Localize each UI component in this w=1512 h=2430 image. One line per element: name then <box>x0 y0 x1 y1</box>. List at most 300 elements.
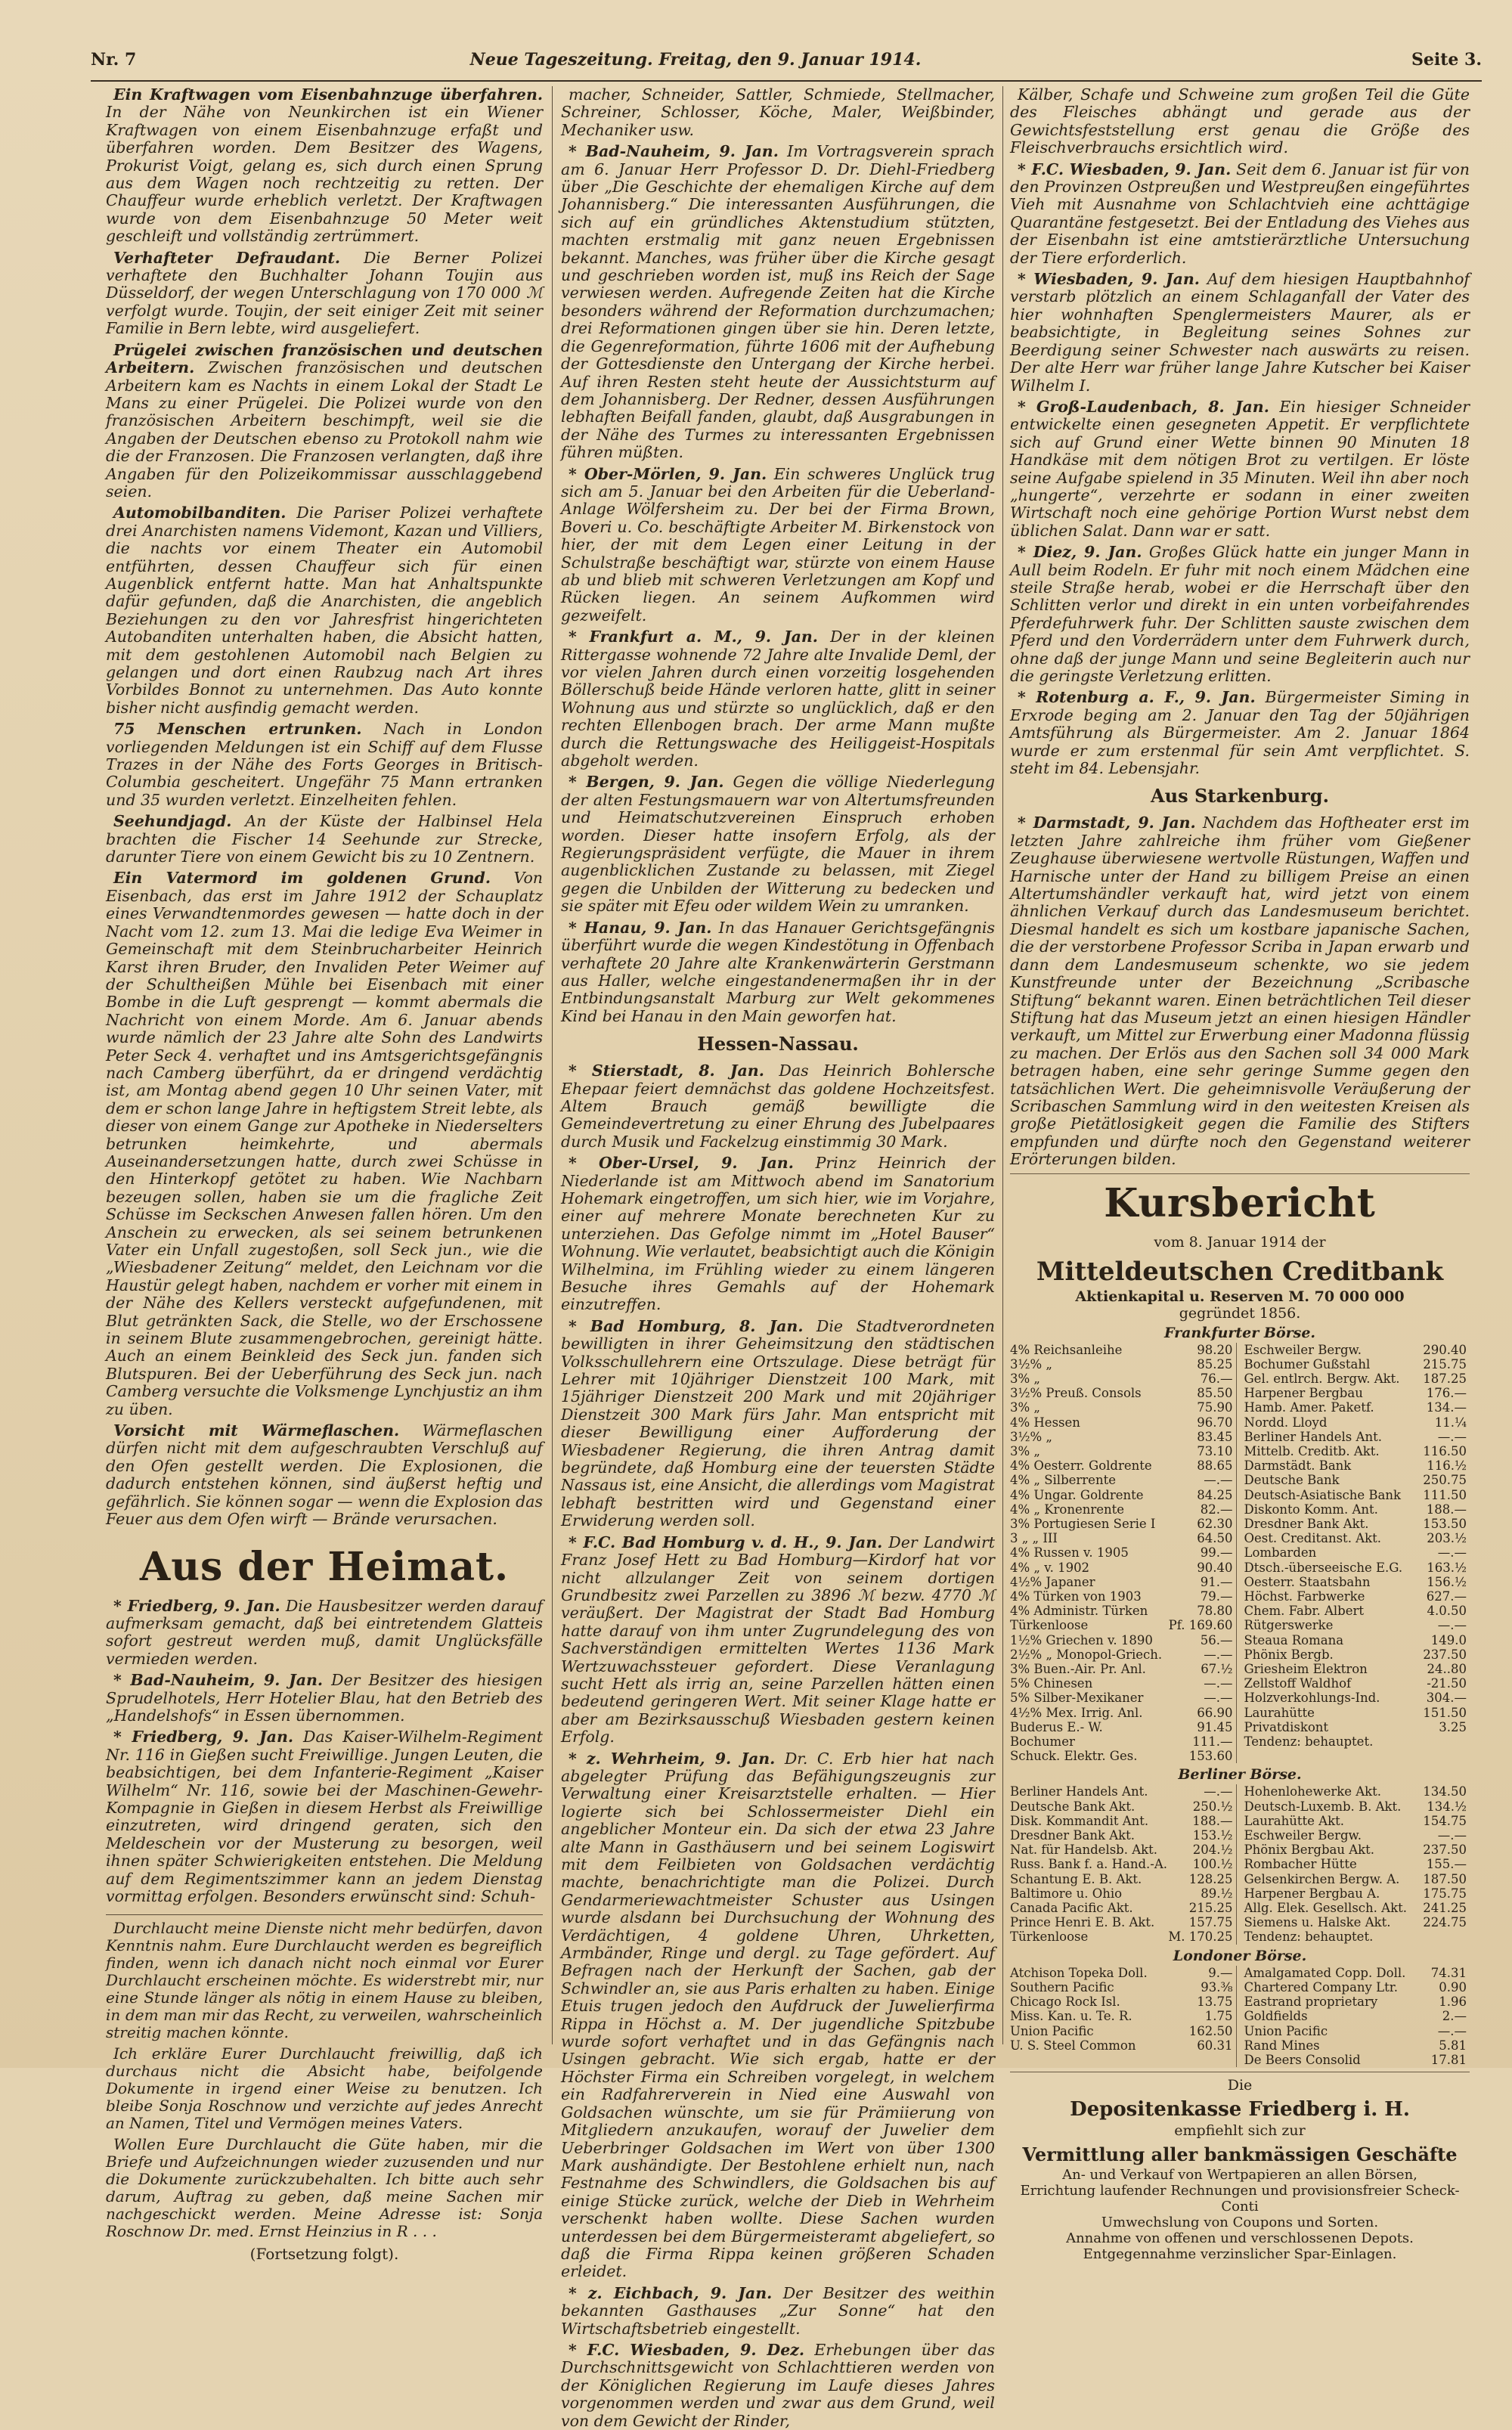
quote-value: 304.— <box>1426 1691 1467 1706</box>
security-name: Dresdner Bank Akt. <box>1010 1828 1136 1843</box>
london-right-column <box>1244 1966 1470 2067</box>
article-text: Die Berner Polizei verhaftete den Buchhalter Johann Toujin aus Düsseldorf, der wegen Unterschlagung von 170 000 ℳ verfolgt wurde. Toujin, der seit einiger Zeit mit seiner Familie in Bern lebte, wird ausgeliefert. <box>106 248 543 338</box>
quote-value: 74.31 <box>1430 1965 1467 1980</box>
quote-row <box>1244 1662 1467 1676</box>
article-lead: * Friedberg, 9. Jan. <box>113 1596 280 1615</box>
security-name: 3% Buen.-Air. Pr. Anl. <box>1010 1662 1146 1677</box>
security-name: 2½% „ Monopol-Griech. <box>1010 1647 1163 1662</box>
article <box>106 721 543 809</box>
feuilleton-text <box>106 1920 543 2240</box>
continuation-note: (Fortsetzung folgt). <box>249 2245 399 2264</box>
article-text: Prinz Heinrich der Niederlande ist am Mittwoch abend im Sanatorium Hohemark eingetroffen, um sich hier, wie im Vorjahre, einer auf mehrere Monate berechneten Kur zu unterziehen. Das Gefolge nimmt im „Hotel Bauser“ Wohnung. Wie verlautet, beabsichtigt auch die Königin Wilhelmina, im Frühling wieder zu einem längeren Besuche ihres Gemahls auf der Hohemark einzutreffen. <box>561 1154 995 1314</box>
quote-row <box>1010 1357 1233 1372</box>
security-name: Schantung E. B. Akt. <box>1010 1871 1142 1886</box>
quote-value: 1.75 <box>1204 2009 1233 2024</box>
security-name: 1½% Griechen v. 1890 <box>1010 1632 1153 1647</box>
article-lead: Ein Kraftwagen vom Eisenbahnzuge überfahren. <box>113 85 543 104</box>
quote-row <box>1010 1886 1233 1901</box>
article <box>1010 271 1470 395</box>
column-3 <box>1010 85 1470 2263</box>
security-name: 5% Silber-Mexikaner <box>1010 1691 1144 1706</box>
security-name: Deutsche Bank Akt. <box>1010 1799 1136 1814</box>
quote-value: 96.70 <box>1197 1415 1233 1430</box>
article-lead: * z. Eichbach, 9. Jan. <box>569 2283 773 2302</box>
article <box>106 86 543 246</box>
quote-value: 0.90 <box>1439 1979 1467 1995</box>
security-name: Höchst. Farbwerke <box>1244 1589 1365 1604</box>
security-name: Baltimore u. Ohio <box>1010 1886 1123 1901</box>
security-name: 3 „ „ III <box>1010 1531 1058 1546</box>
article-text: Das Heinrich Bohlersche Ehepaar feiert demnächst das goldene Hochzeitsfest. Altem Brauch gemäß bewilligte die Gemeindevertretung zu einer Ehrung des Jubelpaares durch Musik und Fackelzug einstimmig 30 Mark. <box>561 1062 995 1151</box>
bank-founded: gegründet 1856. <box>1179 1304 1301 1322</box>
security-name: Tendenz: behauptet. <box>1244 1929 1374 1945</box>
security-name: 4½% Japaner <box>1010 1574 1095 1589</box>
security-name: Griesheim Elektron <box>1244 1662 1368 1677</box>
article-lead: Seehundjagd. <box>113 812 232 831</box>
quote-value: 24..80 <box>1427 1662 1467 1677</box>
quote-value: 85.25 <box>1197 1356 1233 1372</box>
section-heading-hessen: Hessen-Nassau. <box>697 1033 859 1055</box>
local-articles <box>561 143 995 1025</box>
security-name: Goldfields <box>1244 2009 1308 2024</box>
quote-value: 83.45 <box>1197 1429 1233 1444</box>
article-text: Der Besitzer des weithin bekannten Gasthauses „Zur Sonne“ hat den Wirtschaftsbetrieb eingestellt. <box>561 2283 995 2338</box>
article <box>106 504 543 717</box>
article-text: Nachdem das Hoftheater erst im letzten Jahre zahlreiche ihm früher vom Gießener Zeughause überwiesene wertvolle Rüstungen, Waffen und Harnische unter der Hand zu billigem Preise an einen Altertumshändler verkauft hat, wird jetzt von einem ähnlichen Verkauf durch das Landesmuseum berichtet. Diesmal handelt es sich um kostbare japanische Sachen, die der verstorbene Professor Scriba in Japan erwarb und dann dem Landesmuseum schenkte, wo sie jedem Kunstfreunde unter der Bezeichnung „Scribasche Stiftung“ bekannt waren. Einen beträchtlichen Teil dieser Stiftung hat das Museum jetzt an einen hiesigen Händler verkauft, um Mittel zur Erwerbung einer Madonna flüssig zu machen. Der Erlös aus den Sachen soll 34 000 Mark betragen haben, eine sehr geringe Summe gegen den tatsächlichen Wert. Die geheimnisvolle Veräußerung der Scribaschen Sammlung wird in den weitesten Kreisen als große Pietätlosigkeit gegen die Familie des Stifters empfunden und dürfte noch den Gegenstand weiterer Erörterungen bilden. <box>1010 814 1470 1169</box>
security-name: 3% „ <box>1010 1400 1040 1415</box>
quote-row <box>1244 1618 1467 1632</box>
quote-value: 156.½ <box>1427 1574 1467 1589</box>
article-lead: * Hanau, 9. Jan. <box>569 918 712 937</box>
article-lead: * F.C. Bad Homburg v. d. H., 9. Jan. <box>569 1533 883 1551</box>
quote-value: 134.50 <box>1423 1784 1467 1799</box>
quote-value: 98.20 <box>1197 1342 1233 1357</box>
quote-value: 224.75 <box>1423 1915 1467 1930</box>
quote-row <box>1010 2038 1233 2053</box>
security-name: De Beers Consolid <box>1244 2052 1361 2067</box>
quote-row <box>1010 1473 1233 1487</box>
quote-value: 134.— <box>1426 1400 1467 1415</box>
quote-row <box>1244 1604 1467 1618</box>
security-name: Berliner Handels Ant. <box>1244 1429 1382 1444</box>
security-name: U. S. Steel Common <box>1010 2038 1136 2053</box>
quote-row <box>1010 1980 1233 1995</box>
stock-report-title: Kursbericht <box>1104 1179 1376 1226</box>
article <box>106 1598 543 1669</box>
quote-value: 215.25 <box>1188 1901 1233 1916</box>
article-text: Seit dem 6. Januar ist für von den Provinzen Ostpreußen und Westpreußen eingeführtes Vieh mit Ausnahme von Schlachtvieh eine achttägige Quarantäne festgesetzt. Bei der Entladung des Viehes aus der Eisenbahn ist eine amtstierärztliche Untersuchung der Tiere erforderlich. <box>1010 160 1470 267</box>
quote-value: 93.⅜ <box>1201 1979 1233 1995</box>
frankfurt-heading: Frankfurter Börse. <box>1163 1324 1316 1341</box>
london-heading: Londoner Börse. <box>1173 1947 1307 1964</box>
quote-value: 250.75 <box>1423 1473 1467 1488</box>
quote-value: 116.50 <box>1423 1443 1467 1458</box>
quote-value: 116.½ <box>1427 1458 1467 1474</box>
quote-value: 176.— <box>1426 1386 1467 1401</box>
quote-row <box>1010 1386 1233 1400</box>
article-text: Bürgermeister Siming in Erxrode beging am 2. Januar den Tag der 50jährigen Amtsführung als Bürgermeister. Am 2. Januar 1864 wurde er zum erstenmal für sein Amt verpflichtet. S. steht im 84. Lebensjahr. <box>1010 688 1470 778</box>
berlin-table <box>1010 1784 1470 1944</box>
quote-row <box>1244 1473 1467 1487</box>
article-text: Im Vortragsverein sprach am 6. Januar Herr Professor D. Dr. Diehl-Friedberg über „Die Geschichte der ehemaligen Kirche auf dem Johannisberg.“ Die interessanten Ausführungen, die sich auf ein gründliches Aktenstudium stützten, machten erstmalig mit ganz neuen Ergebnissen bekannt. Manches, was früher über die Kirche gesagt und geschrieben worden ist, muß ins Reich der Sage verwiesen werden. Aufregende Zeiten hat die Kirche besonders während der Reformation durchzumachen; drei Reformationen gingen über sie hin. Deren letzte, die Gegenreformation, führte 1606 mit der Aufhebung der Gottesdienste den Untergang der Kirche herbei. Auf ihren Resten steht heute der Aussichtsturm auf dem Johannisberg. Der Redner, dessen Ausführungen lebhaften Beifall fanden, glaubt, daß Ausgrabungen in der Nähe des Turmes zu interessanten Ergebnissen führen müßten. <box>561 142 995 462</box>
quote-row <box>1010 1575 1233 1589</box>
quote-value: 91.— <box>1200 1574 1233 1589</box>
quote-row <box>1010 1966 1233 1980</box>
quote-value: 188.— <box>1426 1502 1467 1517</box>
security-name: Deutsch-Luxemb. B. Akt. <box>1244 1799 1402 1814</box>
quote-row <box>1010 1545 1233 1560</box>
quote-row <box>1010 1502 1233 1517</box>
security-name: Rand Mines <box>1244 2038 1320 2053</box>
feuilleton-paragraph: Ich erkläre Eurer Durchlaucht freiwillig, daß ich durchaus nicht die Absicht habe, beifolgende Dokumente in irgend einer Weise zu benutzen. Ich bleibe Sonja Roschnow und verzichte auf jedes Anrecht an Namen, Titel und Vermögen meines Vaters. <box>106 2044 543 2133</box>
quote-row <box>1244 1814 1467 1828</box>
article-text: An der Küste der Halbinsel Hela brachten die Fischer 14 Seehunde zur Strecke, darunter Tiere von einem Gewicht bis zu 10 Zentnern. <box>106 812 543 866</box>
quote-row <box>1010 1531 1233 1545</box>
quote-row <box>1244 2009 1467 2023</box>
article-text: Die Hausbesitzer werden darauf aufmerksam gemacht, daß bei eintretendem Glatteis sofort gestreut werden muß, damit Unglücksfälle vermieden werden. <box>106 1596 543 1668</box>
quote-value: 5.81 <box>1439 2038 1467 2053</box>
security-name: 3½% „ <box>1010 1429 1052 1444</box>
article <box>106 250 543 338</box>
quote-row <box>1010 1415 1233 1430</box>
security-name: Nordd. Lloyd <box>1244 1415 1328 1430</box>
quote-row <box>1244 1458 1467 1473</box>
article <box>1010 398 1470 540</box>
quote-value: 17.81 <box>1430 2052 1467 2067</box>
security-name: Prince Henri E. B. Akt. <box>1010 1915 1155 1930</box>
article-text: Dr. C. Erb hier hat nach abgelegter Prüfung das Befähigungszeugnis zur Verwaltung einer Kreisarztstelle erhalten. — Hier logierte sich bei Schlossermeister Diehl ein angeblicher Monteur ein. Da sich der etwa 23 Jahre alte Mann in Gasthäusern und bei seinem Logiswirt mit dem Feilbieten von Goldsachen verdächtig machte, benachrichtigte man die Polizei. Durch Gendarmeriewachtmeister Schuster aus Usingen wurde alsdann bei Durchsuchung der Wohnung des Verdächtigen, 4 goldene Uhren, Uhrketten, Armbänder, Ringe und dergl. zu Tage gefördert. Auf Befragen nach der Herkunft der Sachen, gab der Schwindler an, sie aus Paris erhalten zu haben. Einige Etuis trugen jedoch den Aufdruck der Juwelierfirma Rippa in Höchst a. M. Der jugendliche Spitzbube wurde sofort verhaftet und in das Gefängnis nach Usingen gebracht. Wie sich ergab, hatte er der Höchster Firma ein Schreiben vorgelegt, in welchem ein Radfahrerverein in Nied eine Auswahl von Goldsachen wünschte, um sie für Prämiierung von Mitgliedern anzukaufen, worauf der Juwelier dem Ueberbringer Goldsachen im Wert von über 1300 Mark aushändigte. Der Bestohlene erhielt nun, nach Festnahme des Schwindlers, die Goldsachen bis auf einige Stücke zurück, welche der Dieb in Wehrheim verschenkt haben wollte. Diese Sachen wurden unterdessen bei dem Bürgermeisteramt abgeliefert, so daß die Firma Rippa keinen größeren Schaden erleidet. <box>561 1749 995 2281</box>
quote-row <box>1244 1720 1467 1734</box>
article-text: Erhebungen über das Durchschnittsgewicht von Schlachttieren werden von der Königlichen Regierung im Laufe dieses Jahres vorgenommen werden und zwar aus dem Grund, weil von dem Gewicht der Rinder, <box>561 2340 995 2430</box>
article <box>106 1728 543 1905</box>
quote-value: 204.½ <box>1192 1843 1233 1858</box>
quote-value <box>1464 1734 1467 1749</box>
quote-value: 88.65 <box>1197 1458 1233 1474</box>
security-name: 3% Portugiesen Serie I <box>1010 1517 1156 1531</box>
quote-row <box>1010 2024 1233 2038</box>
quote-row <box>1244 1400 1467 1415</box>
quote-value: 100.½ <box>1192 1857 1233 1872</box>
security-name: 3½% Preuß. Consols <box>1010 1386 1142 1401</box>
security-name: 4% Türken von 1903 <box>1010 1589 1142 1604</box>
quote-row <box>1244 1545 1467 1560</box>
quote-value: 237.50 <box>1423 1843 1467 1858</box>
article-text: Zwischen französischen und deutschen Arbeitern kam es Nachts in einem Lokal der Stadt Le Mans zu einer Prügelei. Die Polizei wurde von den französischen Arbeitern beschimpft, weil sie die Angaben der Deutschen ebenso zu Protokoll nahm wie die der Franzosen. Die Franzosen verlangten, daß ihre Angaben für den Polizeikommissar ausschlaggebend seien. <box>106 358 543 501</box>
masthead-line: Neue Tageszeitung. Freitag, den 9. Januar 1914. <box>469 50 922 70</box>
security-name: Laurahütte <box>1244 1705 1315 1720</box>
quote-value: 134.½ <box>1427 1799 1467 1814</box>
berlin-right-column <box>1244 1784 1470 1944</box>
article-lead: * Wiesbaden, 9. Jan. <box>1018 270 1200 289</box>
security-name: Schuck. Elektr. Ges. <box>1010 1749 1138 1764</box>
security-name: 5% Chinesen <box>1010 1676 1093 1691</box>
article-lead: Verhafteter Defraudant. <box>113 248 341 267</box>
quote-value: 153.½ <box>1192 1828 1233 1843</box>
security-name: 4% „ Silberrente <box>1010 1473 1116 1488</box>
quote-row <box>1010 1517 1233 1531</box>
quote-row <box>1010 1458 1233 1473</box>
security-name: Harpener Bergbau <box>1244 1386 1363 1401</box>
quote-row <box>1244 1857 1467 1871</box>
london-table <box>1010 1966 1470 2067</box>
security-name: Türkenloose <box>1010 1929 1089 1945</box>
security-name: Chem. Fabr. Albert <box>1244 1604 1364 1619</box>
quote-row <box>1010 1749 1233 1763</box>
quote-value: 99.— <box>1200 1545 1233 1561</box>
quote-value: 84.25 <box>1197 1487 1233 1502</box>
quote-row <box>1244 1901 1467 1915</box>
quote-value: 149.0 <box>1430 1632 1467 1647</box>
column-divider <box>552 86 553 2044</box>
security-name: Amalgamated Copp. Doll. <box>1244 1965 1406 1980</box>
berlin-heading: Berliner Börse. <box>1178 1766 1302 1784</box>
article-lead: Automobilbanditen. <box>113 504 287 522</box>
security-name: 4% Ungar. Goldrente <box>1010 1487 1144 1502</box>
quote-value: 151.50 <box>1423 1705 1467 1720</box>
quote-row <box>1244 1929 1467 1944</box>
quote-value: 128.25 <box>1188 1871 1233 1886</box>
article <box>561 1062 995 1151</box>
quote-row <box>1010 1828 1233 1843</box>
ad-service-line: Annahme von offenen und verschlossenen Depots. <box>1066 2230 1414 2247</box>
quote-value: 155.— <box>1426 1857 1467 1872</box>
quote-value: 62.30 <box>1197 1517 1233 1531</box>
quote-row <box>1010 1799 1233 1814</box>
quote-row <box>1010 1604 1233 1618</box>
article-text: Nach in London vorliegenden Meldungen ist ein Schiff auf dem Flusse Trazes in der Nähe des Forts Georges in Britisch-Columbia gescheitert. Ungefähr 75 Mann ertranken und 35 wurden verletzt. Einzelheiten fehlen. <box>106 720 543 809</box>
article <box>106 1422 543 1528</box>
quote-row <box>1010 1400 1233 1415</box>
quote-value: 56.— <box>1200 1632 1233 1647</box>
quote-row <box>1244 1828 1467 1843</box>
column-1 <box>106 85 544 2264</box>
ad-services-title: Vermittlung aller bankmässigen Geschäfte <box>1022 2143 1458 2166</box>
security-name: Oesterr. Staatsbahn <box>1244 1574 1371 1589</box>
quote-value: 162.50 <box>1188 2023 1233 2038</box>
quote-row <box>1010 1561 1233 1575</box>
quote-row <box>1010 1647 1233 1662</box>
quote-row <box>1244 1517 1467 1531</box>
quote-value: Pf. 169.60 <box>1168 1618 1233 1633</box>
quote-row <box>1010 1929 1233 1944</box>
article <box>1010 814 1470 1168</box>
quote-row <box>1244 1430 1467 1444</box>
security-name: Siemens u. Halske Akt. <box>1244 1915 1391 1930</box>
security-name: Rombacher Hütte <box>1244 1857 1357 1872</box>
quote-row <box>1244 1980 1467 1995</box>
quote-row <box>1010 1995 1233 2009</box>
quote-row <box>1244 1589 1467 1604</box>
article-lead: * F.C. Wiesbaden, 9. Dez. <box>569 2340 805 2359</box>
quote-row <box>1010 1662 1233 1676</box>
hessen-articles <box>561 1062 995 2430</box>
quote-value: 79.— <box>1200 1589 1233 1604</box>
security-name: 4½% Mex. Irrig. Anl. <box>1010 1705 1143 1720</box>
article <box>561 466 995 625</box>
quote-value: 1.96 <box>1439 1995 1467 2010</box>
divider <box>1010 1173 1470 1174</box>
article <box>106 1672 543 1725</box>
quote-value: 187.25 <box>1423 1371 1467 1386</box>
security-name: Gelsenkirchen Bergw. A. <box>1244 1871 1400 1886</box>
article-lead: * Ober-Mörlen, 9. Jan. <box>569 464 767 483</box>
quote-value: —.— <box>1204 1473 1233 1488</box>
security-name: Dtsch.-überseeische E.G. <box>1244 1560 1403 1575</box>
stock-report <box>1010 1180 1470 2263</box>
quote-row <box>1010 1915 1233 1929</box>
security-name: 4% Administr. Türken <box>1010 1604 1148 1619</box>
page-number: Nr. 7 <box>91 50 137 70</box>
article <box>106 869 543 1418</box>
ad-service-line: Entgegennahme verzinslicher Spar-Einlagen. <box>1083 2246 1397 2263</box>
quote-row <box>1244 1647 1467 1662</box>
page-header <box>91 50 1482 80</box>
article <box>561 773 995 915</box>
article-lead: * Diez, 9. Jan. <box>1018 543 1142 562</box>
quote-value: M. 170.25 <box>1168 1929 1233 1945</box>
security-name: Disk. Kommandit Ant. <box>1010 1813 1149 1828</box>
quote-value: 11.¼ <box>1434 1415 1467 1430</box>
article-lead: * Friedberg, 9. Jan. <box>113 1728 293 1747</box>
quote-row <box>1010 1618 1233 1632</box>
quote-value: 237.50 <box>1423 1647 1467 1662</box>
security-name: 4% „ v. 1902 <box>1010 1560 1090 1575</box>
security-name: Türkenloose <box>1010 1618 1089 1633</box>
quote-row <box>1244 1676 1467 1691</box>
quote-value: 2.— <box>1442 2009 1467 2024</box>
quote-value: 76.— <box>1200 1371 1233 1386</box>
security-name: Canada Pacific Akt. <box>1010 1901 1133 1916</box>
quote-row <box>1010 1589 1233 1604</box>
quote-row <box>1010 1633 1233 1647</box>
quote-value: 89.½ <box>1201 1886 1233 1901</box>
quote-row <box>1244 1966 1467 1980</box>
stock-report-date: vom 8. Januar 1914 der <box>1154 1233 1326 1251</box>
article-continuation: macher, Schneider, Sattler, Schmiede, Stellmacher, Schreiner, Schlosser, Köche, Maler, Weißbinder, Mechaniker usw. <box>561 85 995 139</box>
quote-row <box>1010 1720 1233 1734</box>
quote-row <box>1244 1531 1467 1545</box>
quote-value: 250.½ <box>1192 1799 1233 1814</box>
quote-row <box>1244 1784 1467 1799</box>
article-lead: Ein Vatermord im goldenen Grund. <box>113 869 491 888</box>
security-name: Eschweiler Bergw. <box>1244 1828 1362 1843</box>
quote-row <box>1010 1814 1233 1828</box>
security-name: 4% Reichsanleihe <box>1010 1342 1123 1357</box>
ad-recommend: empfiehlt sich zur <box>1174 2122 1306 2140</box>
security-name: Steaua Romana <box>1244 1632 1344 1647</box>
section-heading-starkenburg: Aus Starkenburg. <box>1151 785 1329 807</box>
article-text: Großes Glück hatte ein junger Mann in Aull beim Rodeln. Er fuhr mit noch einem Mädchen eine steile Straße herab, wobei er die Herrschaft über den Schlitten verlor und direkt in ein unten vorbeifahrendes Pferdefuhrwerk fuhr. Der Schlitten sauste zwischen dem Pferd und den Vorderrädern unter dem Fuhrwerk durch, ohne daß der junge Mann und seine Begleiterin auch nur die geringste Verletzung erlitten. <box>1010 543 1470 685</box>
quote-row <box>1010 1444 1233 1458</box>
quote-row <box>1010 1843 1233 1857</box>
security-name: Southern Pacific <box>1010 1979 1114 1995</box>
security-name: Union Pacific <box>1244 2023 1328 2038</box>
quote-row <box>1244 1575 1467 1589</box>
quote-value: 60.31 <box>1197 2038 1233 2053</box>
article-lead: * Darmstadt, 9. Jan. <box>1018 814 1196 832</box>
quote-row <box>1010 1901 1233 1915</box>
article <box>1010 161 1470 267</box>
quote-row <box>1244 1372 1467 1386</box>
ad-service-line: An- und Verkauf von Wertpapieren an allen Börsen, <box>1062 2167 1418 2184</box>
quote-value: 9.— <box>1208 1965 1233 1980</box>
security-name: Miss. Kan. u. Te. R. <box>1010 2009 1132 2024</box>
article-lead: * Ober-Ursel, 9. Jan. <box>569 1154 794 1173</box>
article-text: Die Pariser Polizei verhaftete drei Anarchisten namens Videmont, Kazan und Villiers, die nachts vor einem Theater ein Automobil entführten, dessen Chauffeur sich für einen Augenblick entfernt hatte. Man hat Anhaltspunkte dafür gefunden, daß die Anarchisten, die angeblich Beziehungen zu den vor Jahresfrist hingerichteten Autobanditen unterhalten haben, die Absicht hatten, mit dem gestohlenen Automobil nach Belgien zu gelangen und dort einen Raubzug nach Art ihres Vorbildes Bonnot zu unternehmen. Das Auto konnte bisher nicht ausfindig gemacht werden. <box>106 504 543 717</box>
article <box>561 628 995 770</box>
security-name: Laurahütte Akt. <box>1244 1813 1344 1828</box>
security-name: Hohenlohewerke Akt. <box>1244 1784 1382 1799</box>
quote-value: —.— <box>1437 1545 1467 1561</box>
page-label: Seite 3. <box>1411 50 1482 70</box>
article-text: Das Kaiser-Wilhelm-Regiment Nr. 116 in Gießen sucht Freiwillige. Jungen Leuten, die beabsichtigen, bei dem Infanterie-Regiment „Kaiser Wilhelm“ Nr. 116, sowie bei der Maschinen-Gewehr-Kompagnie in Gießen in diesem Herbst als Freiwillige einzutreten, wird dringend geraten, sich den Meldeschein vor der Musterung zu besorgen, weil ihnen später Schwierigkeiten entstehen. Die Meldung auf dem Regimentszimmer kann an jedem Dienstag vormittag erfolgen. Besonders erwünscht sind: Schuh- <box>106 1728 543 1905</box>
security-name: Allg. Elek. Gesellsch. Akt. <box>1244 1901 1407 1916</box>
quote-value: 290.40 <box>1423 1342 1467 1357</box>
security-name: Phönix Bergb. <box>1244 1647 1334 1662</box>
security-name: 4% Oesterr. Goldrente <box>1010 1458 1152 1474</box>
quote-row <box>1244 1995 1467 2009</box>
quote-row <box>1244 1872 1467 1886</box>
quote-value: 157.75 <box>1188 1915 1233 1930</box>
quote-value: 175.75 <box>1423 1886 1467 1901</box>
article <box>561 2342 995 2430</box>
security-name: 4% Hessen <box>1010 1415 1080 1430</box>
article-lead: * Groß-Laudenbach, 8. Jan. <box>1018 397 1269 416</box>
quote-value: 85.50 <box>1197 1386 1233 1401</box>
bank-capital: Aktienkapital u. Reserven M. 70 000 000 <box>1075 1288 1405 1305</box>
quote-value: 203.½ <box>1427 1531 1467 1546</box>
security-name: Buderus E.- W. <box>1010 1719 1103 1734</box>
security-name: Holzverkohlungs-Ind. <box>1244 1691 1380 1706</box>
quote-value: 64.50 <box>1197 1531 1233 1546</box>
article-lead: * Bad-Nauheim, 9. Jan. <box>113 1671 324 1690</box>
security-name: Atchison Topeka Doll. <box>1010 1965 1148 1980</box>
article-text: Ein schweres Unglück trug sich am 5. Januar bei den Arbeiten für die Ueberland-Anlage Wölfersheim zu. Der bei der Firma Brown, Boveri u. Co. beschäftigte Arbeiter M. Birkenstock von hier, der mit dem Legen einer Leitung in der Schulstraße beschäftigt war, stürzte von einem Hause ab und blieb mit schweren Verletzungen am Kopf und Rücken liegen. An seinem Aufkommen wird gezweifelt. <box>561 464 995 625</box>
article-lead: * F.C. Wiesbaden, 9. Jan. <box>1018 160 1232 178</box>
article <box>1010 544 1470 685</box>
article-lead: * Rotenburg a. F., 9. Jan. <box>1018 688 1256 707</box>
security-name: Diskonto Komm. Ant. <box>1244 1502 1378 1517</box>
article-text: Ein hiesiger Schneider entwickelte einen gesegneten Appetit. Er verpflichtete sich auf Grund einer Wette binnen 90 Minuten 18 Handkäse mit dem nötigen Brot zu vertilgen. Er löste seine Aufgabe spielend in 35 Minuten. Weil ihn aber noch „hungerte“, verzehrte er sodann in einer zweiten Wirtschaft noch eine gehörige Portion Wurst nebst dem üblichen Salat. Dann war er satt. <box>1010 397 1470 540</box>
article <box>106 342 543 501</box>
feuilleton <box>106 1914 543 2263</box>
article-text: Die Stadtverordneten bewilligten in ihrer Geheimsitzung den städtischen Volksschullehrern eine Ortszulage. Diese beträgt für Lehrer mit 10jähriger Dienstzeit 100 Mark, mit 15jähriger Dienstzeit 200 Mark und mit 20jähriger Dienstzeit 300 Mark fürs Jahr. Man entspricht mit dieser Bewilligung einer Aufforderung der Wiesbadener Regierung, die ihren Antrag damit begründete, daß Homburg eine der teuersten Städte Nassaus ist, eine Ansicht, die allerdings vom Magistrat lebhaft bestritten wird und Gegenstand einer Erwiderung werden soll. <box>561 1316 996 1530</box>
quote-row <box>1244 1691 1467 1705</box>
column-divider <box>1002 86 1003 2044</box>
quote-row <box>1010 1872 1233 1886</box>
quote-value: 4.0.50 <box>1427 1604 1467 1619</box>
quote-value: 215.75 <box>1423 1356 1467 1372</box>
quote-value: 154.75 <box>1423 1813 1467 1828</box>
quote-value: 188.— <box>1192 1813 1233 1828</box>
berlin-left-column <box>1010 1784 1237 1944</box>
security-name: Bochumer Gußstahl <box>1244 1356 1371 1372</box>
article-lead: * z. Wehrheim, 9. Jan. <box>569 1749 776 1768</box>
quote-row <box>1244 1343 1467 1357</box>
article-text: Der Besitzer des hiesigen Sprudelhotels, Herr Hotelier Blau, hat den Betrieb des „Handelshofs“ in Essen übernommen. <box>106 1671 543 1725</box>
quote-row <box>1244 1799 1467 1814</box>
security-name: Hamb. Amer. Paketf. <box>1244 1400 1374 1415</box>
quote-value: 75.90 <box>1197 1400 1233 1415</box>
quote-value: 241.25 <box>1423 1901 1467 1916</box>
quote-value: 153.50 <box>1423 1517 1467 1531</box>
quote-row <box>1244 1444 1467 1458</box>
article <box>561 1318 995 1530</box>
quote-value <box>1464 1929 1467 1944</box>
frankfurt-right-column <box>1244 1343 1470 1764</box>
article-lead: * Bad-Nauheim, 9. Jan. <box>569 142 779 161</box>
quote-row <box>1244 2024 1467 2038</box>
